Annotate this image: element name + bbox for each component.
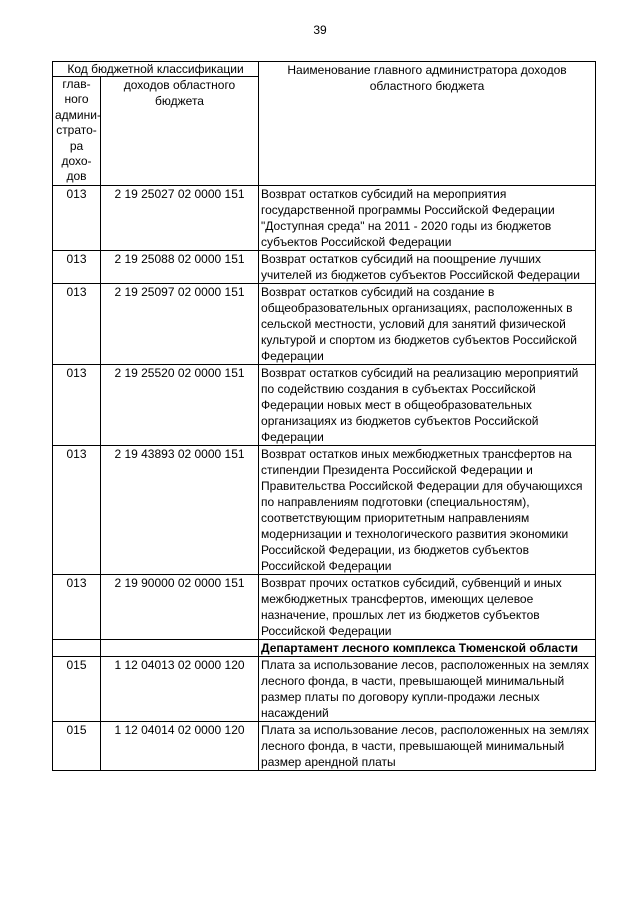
table-row <box>53 185 596 250</box>
revenue-name-cell: Плата за использование лесов, расположенных на землях лесного фонда, в части, превышающей минимальный размер арендной платы <box>259 721 596 770</box>
revenue-code-cell <box>101 639 259 656</box>
table-row <box>53 445 596 574</box>
header-administrator-name: Наименование главного администратора доходов областного бюджета <box>259 62 596 186</box>
revenue-code-cell: 1 12 04013 02 0000 120 <box>101 656 259 721</box>
revenue-name-cell: Возврат остатков субсидий на мероприятия государственной программы Российской Федерации "Доступная среда" на 2011 - 2020 годы из бюджетов субъектов Российской Федерации <box>259 185 596 250</box>
table-row <box>53 364 596 445</box>
admin-code-cell: 015 <box>53 656 101 721</box>
header-regional-budget-revenues: доходов областного бюджета <box>101 77 259 186</box>
revenue-name-cell: Возврат остатков иных межбюджетных трансфертов на стипендии Президента Российской Федерации и Правительства Российской Федерации для обучающихся по направлениям подготовки (специальностям), соответствующим приоритетным направлениям модернизации и технологического развития экономики Российской Федерации, из бюджетов субъектов Российской Федерации <box>259 445 596 574</box>
header-budget-classification-code: Код бюджетной классификации <box>53 62 259 77</box>
revenue-code-cell: 2 19 25097 02 0000 151 <box>101 283 259 364</box>
revenue-code-cell: 2 19 90000 02 0000 151 <box>101 574 259 639</box>
admin-code-cell: 013 <box>53 283 101 364</box>
admin-code-cell <box>53 639 101 656</box>
table-row <box>53 283 596 364</box>
table-row <box>53 656 596 721</box>
revenue-name-cell: Возврат остатков субсидий на поощрение лучших учителей из бюджетов субъектов Российской Федерации <box>259 250 596 283</box>
page-number: 39 <box>313 23 327 37</box>
revenue-code-cell: 1 12 04014 02 0000 120 <box>101 721 259 770</box>
revenue-name-cell: Возврат остатков субсидий на реализацию мероприятий по содействию создания в субъектах Российской Федерации новых мест в общеобразовательных организациях из бюджетов субъектов Российской Федерации <box>259 364 596 445</box>
admin-code-cell: 013 <box>53 185 101 250</box>
admin-code-cell: 013 <box>53 250 101 283</box>
header-main-administrator: глав-ного админи-страто-ра дохо-дов <box>53 77 101 186</box>
revenue-code-cell: 2 19 25027 02 0000 151 <box>101 185 259 250</box>
revenue-name-cell: Плата за использование лесов, расположенных на землях лесного фонда, в части, превышающей минимальный размер платы по договору купли-продажи лесных насаждений <box>259 656 596 721</box>
revenue-name-cell: Возврат прочих остатков субсидий, субвенций и иных межбюджетных трансфертов, имеющих целевое назначение, прошлых лет из бюджетов субъектов Российской Федерации <box>259 574 596 639</box>
table-row <box>53 250 596 283</box>
table-row <box>53 721 596 770</box>
revenue-code-cell: 2 19 25088 02 0000 151 <box>101 250 259 283</box>
section-row <box>53 639 596 656</box>
admin-code-cell: 015 <box>53 721 101 770</box>
section-title-cell: Департамент лесного комплекса Тюменской области <box>259 639 596 656</box>
budget-classification-table <box>52 61 596 771</box>
admin-code-cell: 013 <box>53 574 101 639</box>
revenue-code-cell: 2 19 43893 02 0000 151 <box>101 445 259 574</box>
admin-code-cell: 013 <box>53 364 101 445</box>
revenue-name-cell: Возврат остатков субсидий на создание в общеобразовательных организациях, расположенных в сельской местности, условий для занятий физической культурой и спортом из бюджетов субъектов Российской Федерации <box>259 283 596 364</box>
revenue-code-cell: 2 19 25520 02 0000 151 <box>101 364 259 445</box>
admin-code-cell: 013 <box>53 445 101 574</box>
table-row <box>53 574 596 639</box>
